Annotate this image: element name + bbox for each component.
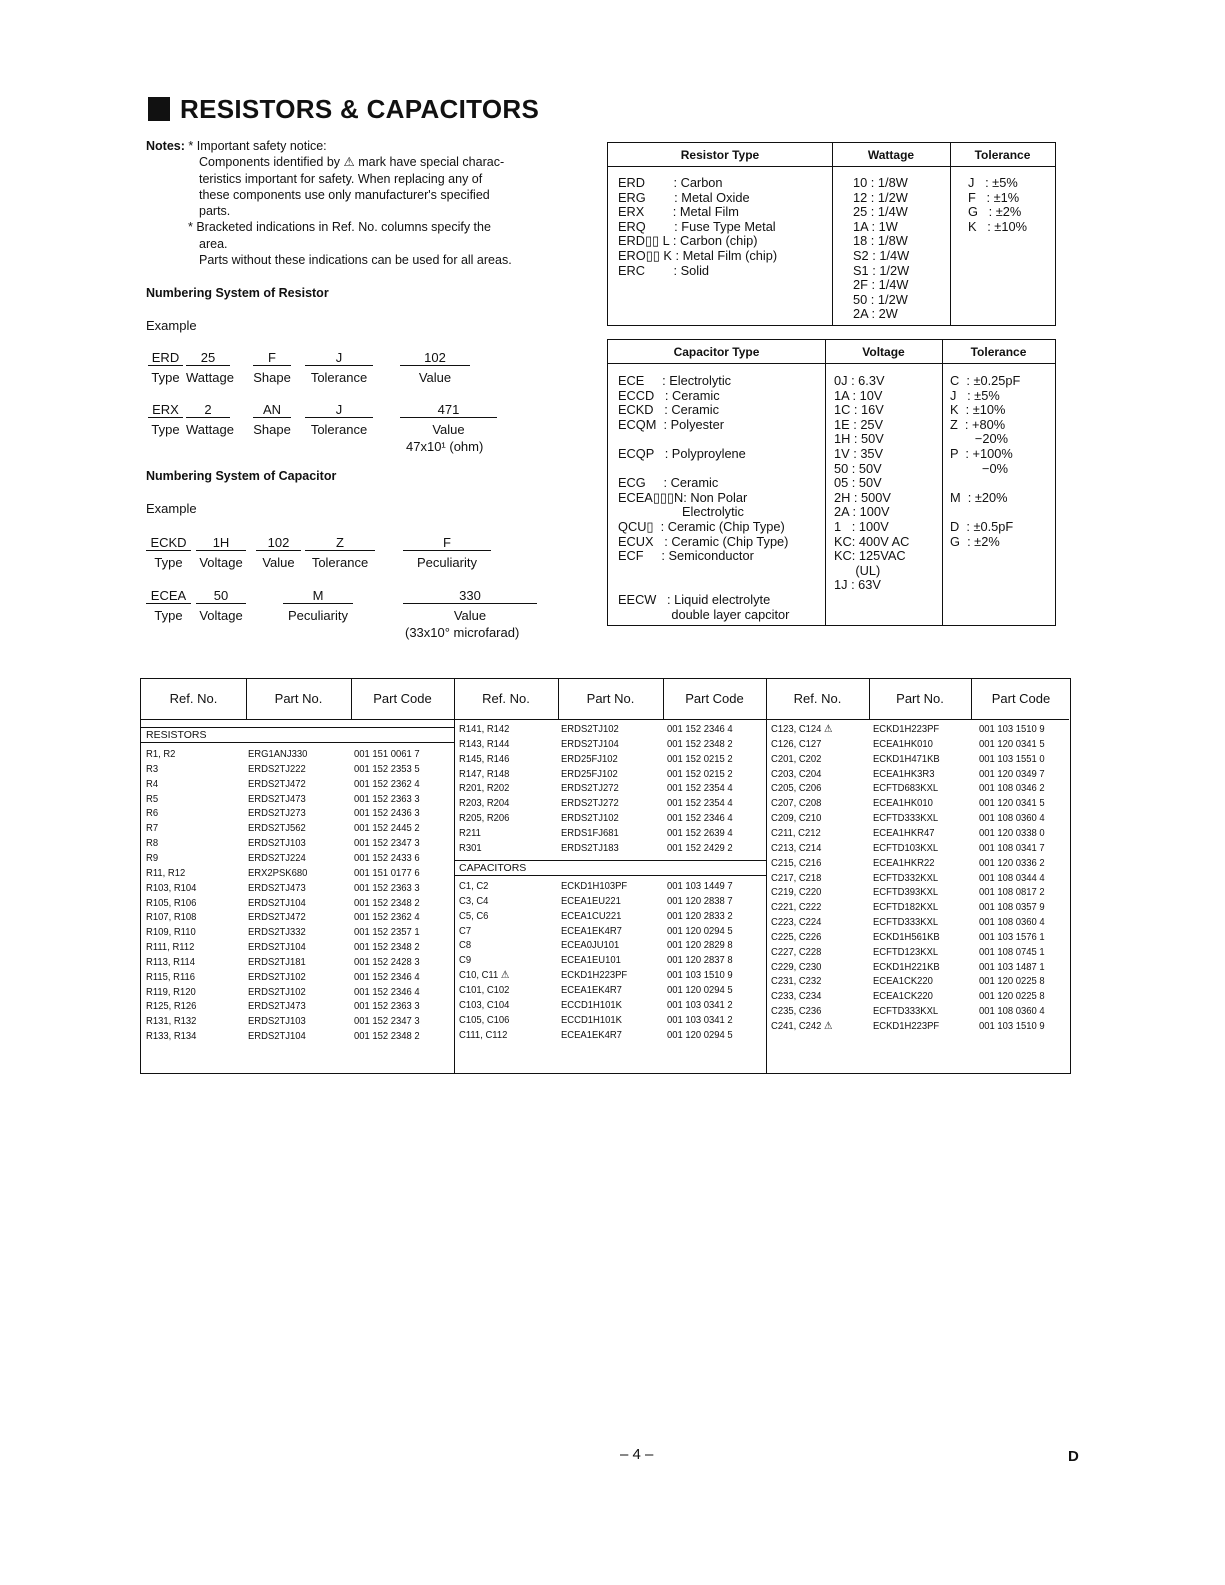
ref-no: R1, R2 <box>146 748 176 760</box>
resistor-tolerances: J : ±5% F : ±1% G : ±2% K : ±10% <box>968 175 1027 234</box>
part-no: ECFTD333KXL <box>873 916 939 928</box>
ref-no: C105, C106 <box>459 1013 510 1026</box>
ref-no: C111, C112 <box>459 1028 508 1041</box>
column-divider <box>558 679 559 719</box>
part-code: 001 103 1487 1 <box>979 960 1045 973</box>
part-no: ECKD1H561KB <box>873 930 940 943</box>
parts-table <box>140 678 1071 1074</box>
example-code: Z <box>305 535 375 551</box>
ref-no: R119, R120 <box>146 985 196 998</box>
ref-no: R5 <box>146 792 159 805</box>
example-label: Shape <box>253 422 291 437</box>
part-code: 001 152 2348 2 <box>354 1030 420 1043</box>
part-no: ERDS2TJ472 <box>248 777 306 790</box>
part-code: 001 120 0338 0 <box>979 826 1045 839</box>
part-code: 001 103 0341 2 <box>667 998 733 1011</box>
ref-no: R7 <box>146 822 159 835</box>
part-code: 001 152 2429 2 <box>667 841 733 854</box>
part-code: 001 120 0294 5 <box>667 924 733 937</box>
part-code: 001 120 0294 5 <box>667 1028 733 1041</box>
ref-no: C219, C220 <box>771 886 822 899</box>
part-code: 001 151 0177 6 <box>354 866 420 879</box>
part-no: ERG1ANJ330 <box>248 748 308 760</box>
header-resistor-type: Resistor Type <box>608 143 832 167</box>
part-no: ECFTD123KXL <box>873 945 939 958</box>
ref-no: C221, C222 <box>771 901 822 914</box>
part-no: ECEA1CK220 <box>873 990 933 1003</box>
example-label: Example <box>146 501 197 516</box>
ref-no: R125, R126 <box>146 1000 197 1013</box>
header-capacitor-type: Capacitor Type <box>608 340 825 364</box>
ref-no: R107, R108 <box>146 911 197 924</box>
ref-no: C10, C11 ⚠ <box>459 969 510 982</box>
capacitor-voltages: 0J : 6.3V 1A : 10V 1C : 16V 1E : 25V 1H : 50V 1V : 35V 50 : 50V 05 : 50V 2H : 500V 2A : 100V 1 : 100V KC: 400V AC KC: 125VAC (UL) 1J : 63V <box>834 373 910 593</box>
ref-no: C225, C226 <box>771 930 822 943</box>
part-code: 001 120 0225 8 <box>979 990 1045 1003</box>
ref-no: R4 <box>146 777 159 790</box>
header-tolerance: Tolerance <box>950 143 1055 167</box>
part-code: 001 152 2363 3 <box>354 792 420 805</box>
part-no: ERDS1FJ681 <box>561 826 619 839</box>
ref-no: C203, C204 <box>771 767 822 780</box>
part-code: 001 120 0336 2 <box>979 856 1045 869</box>
notes-line: parts. <box>199 204 231 219</box>
ref-no: R109, R110 <box>146 926 196 939</box>
part-no: ERDS2TJ104 <box>561 737 619 750</box>
ref-no: C229, C230 <box>771 960 822 973</box>
ref-no: R113, R114 <box>146 955 196 968</box>
column-header-part-no: Part No. <box>896 691 944 706</box>
part-code: 001 151 0061 7 <box>354 748 420 760</box>
ref-no: R11, R12 <box>146 866 186 879</box>
part-no: ECKD1H103PF <box>561 880 628 892</box>
part-code: 001 152 2346 4 <box>667 812 733 825</box>
ref-no: R105, R106 <box>146 896 197 909</box>
notes-line: area. <box>199 236 228 251</box>
ref-no: C205, C206 <box>771 782 822 795</box>
column-divider <box>869 679 870 719</box>
part-no: ERDS2TJ183 <box>561 841 619 854</box>
part-no: ERDS2TJ222 <box>248 762 306 775</box>
ref-no: C1, C2 <box>459 880 489 892</box>
part-no: ERDS2TJ224 <box>248 851 306 864</box>
ref-no: R131, R132 <box>146 1015 197 1028</box>
part-no: ECEA0JU101 <box>561 939 620 952</box>
part-code: 001 152 2362 4 <box>354 777 420 790</box>
capacitor-numbering-heading: Numbering System of Capacitor <box>146 469 337 483</box>
part-no: ECKD1H223PF <box>561 969 628 982</box>
part-code: 001 103 0341 2 <box>667 1013 733 1026</box>
example-label: Tolerance <box>311 555 369 570</box>
part-no: ERDS2TJ102 <box>248 985 306 998</box>
part-no: ECCD1H101K <box>561 1013 622 1026</box>
part-code: 001 120 2829 8 <box>667 939 733 952</box>
part-no: ECEA1EU221 <box>561 894 621 907</box>
section-resistors: RESISTORS <box>141 727 454 743</box>
part-code: 001 152 2348 2 <box>354 896 420 909</box>
part-no: ECCD1H101K <box>561 998 622 1011</box>
part-code: 001 120 2838 7 <box>667 894 733 907</box>
example-code: ECEA <box>146 588 191 604</box>
part-no: ECFTD182KXL <box>873 901 939 914</box>
part-code: 001 152 0215 2 <box>667 767 733 780</box>
example-label: Value <box>453 608 487 623</box>
part-code: 001 152 2346 4 <box>354 985 420 998</box>
part-no: ECFTD332KXL <box>873 871 939 884</box>
column-header-part-no: Part No. <box>274 691 323 706</box>
part-code: 001 152 2354 4 <box>667 797 733 810</box>
header-voltage: Voltage <box>825 340 942 364</box>
notes-line: these components use only manufacturer's specified <box>199 187 490 202</box>
example-label: Type <box>151 370 180 385</box>
part-no: ECEA1EK4R7 <box>561 924 622 937</box>
part-no: ECKD1H223PF <box>873 723 940 735</box>
part-no: ERDS2TJ181 <box>248 955 306 968</box>
ref-no: C7 <box>459 924 472 937</box>
column-header-part-no: Part No. <box>586 691 635 706</box>
notes-line: teristics important for safety. When replacing any of <box>199 171 483 186</box>
part-code: 001 103 1551 0 <box>979 752 1045 765</box>
column-header-ref-no: Ref. No. <box>793 691 842 706</box>
part-no: ERDS2TJ104 <box>248 1030 306 1043</box>
part-code: 001 103 1576 1 <box>979 930 1045 943</box>
part-code: 001 120 0341 5 <box>979 797 1045 810</box>
part-code: 001 152 2363 3 <box>354 1000 420 1013</box>
capacitor-type-table <box>607 339 1056 626</box>
ref-no: C207, C208 <box>771 797 822 810</box>
ref-no: C201, C202 <box>771 752 822 765</box>
ref-no: C3, C4 <box>459 894 489 907</box>
title-text: RESISTORS & CAPACITORS <box>180 94 540 124</box>
part-code: 001 108 0344 4 <box>979 871 1045 884</box>
ref-no: R205, R206 <box>459 812 510 825</box>
example-label: Shape <box>253 370 291 385</box>
example-code: 330 <box>403 588 537 604</box>
example-code: 1H <box>196 535 246 551</box>
column-divider <box>663 679 664 719</box>
header-wattage: Wattage <box>832 143 950 167</box>
notes <box>146 138 512 268</box>
ref-no: C9 <box>459 954 472 967</box>
example-note: 47x10¹ (ohm) <box>406 439 484 454</box>
part-no: ECEA1CU221 <box>561 909 622 922</box>
part-code: 001 103 1510 9 <box>667 969 733 982</box>
part-code: 001 152 2348 2 <box>354 941 420 953</box>
section-capacitors: CAPACITORS <box>454 860 766 876</box>
part-code: 001 152 2436 3 <box>354 807 420 820</box>
header-divider <box>141 719 1069 720</box>
example-label: Example <box>146 318 197 333</box>
column-header-ref-no: Ref. No. <box>482 691 530 706</box>
page-mark: D <box>1068 1448 1079 1465</box>
example-label: Wattage <box>186 370 234 385</box>
example-code: ERD <box>148 350 183 366</box>
part-no: ECEA1HK3R3 <box>873 767 935 780</box>
example-code: 471 <box>400 402 497 418</box>
part-code: 001 108 0341 7 <box>979 841 1045 854</box>
part-no: ERDS2TJ472 <box>248 911 306 924</box>
ref-no: C126, C127 <box>771 737 822 750</box>
ref-no: R147, R148 <box>459 767 510 780</box>
part-code: 001 152 2357 1 <box>354 926 420 939</box>
example-label: Voltage <box>199 608 243 623</box>
ref-no: C209, C210 <box>771 812 822 825</box>
part-code: 001 152 2362 4 <box>354 911 420 924</box>
example-label: Peculiarity <box>288 608 348 623</box>
notes-label: Notes: <box>146 139 185 153</box>
column-divider <box>454 679 455 1073</box>
resistor-type-table <box>607 142 1056 326</box>
part-no: ECEA1CK220 <box>873 975 933 988</box>
example-code: 2 <box>186 402 230 418</box>
example-code: J <box>305 402 373 418</box>
ref-no: R201, R202 <box>459 782 510 795</box>
part-code: 001 152 2428 3 <box>354 955 420 968</box>
ref-no: R203, R204 <box>459 797 510 810</box>
ref-no: R141, R142 <box>459 723 510 735</box>
part-no: ERDS2TJ562 <box>248 822 306 835</box>
column-divider <box>766 679 767 1073</box>
ref-no: R115, R116 <box>146 970 196 983</box>
example-code: F <box>403 535 491 551</box>
part-code: 001 152 2348 2 <box>667 737 733 750</box>
part-code: 001 108 0817 2 <box>979 886 1045 899</box>
bullet-square-icon <box>148 97 170 121</box>
example-code: 102 <box>400 350 470 366</box>
part-no: ERD25FJ102 <box>561 767 618 780</box>
part-code: 001 120 0341 5 <box>979 737 1045 750</box>
part-no: ECEA1EK4R7 <box>561 983 622 996</box>
example-label: Voltage <box>199 555 243 570</box>
part-code: 001 152 2639 4 <box>667 826 733 839</box>
column-header-ref-no: Ref. No. <box>169 691 218 706</box>
part-no: ECKD1H223PF <box>873 1020 940 1032</box>
part-no: ECEA1EU101 <box>561 954 621 967</box>
part-no: ERDS2TJ332 <box>248 926 306 939</box>
notes-line: * Important safety notice: <box>188 139 327 153</box>
part-no: ERDS2TJ273 <box>248 807 306 820</box>
ref-no: R211 <box>459 826 481 839</box>
example-code: M <box>283 588 353 604</box>
ref-no: C227, C228 <box>771 945 822 958</box>
part-code: 001 120 2833 2 <box>667 909 733 922</box>
example-code: AN <box>253 402 291 418</box>
part-code: 001 120 0294 5 <box>667 983 733 996</box>
example-code: 50 <box>196 588 246 604</box>
part-no: ECEA1HKR47 <box>873 826 935 839</box>
example-label: Type <box>151 422 180 437</box>
ref-no: C5, C6 <box>459 909 489 922</box>
example-note: (33x10° microfarad) <box>405 625 520 640</box>
ref-no: R8 <box>146 837 159 850</box>
ref-no: R133, R134 <box>146 1030 197 1043</box>
ref-no: C241, C242 ⚠ <box>771 1020 833 1032</box>
ref-no: R143, R144 <box>459 737 510 750</box>
example-label: Value <box>432 422 465 437</box>
part-no: ERDS2TJ272 <box>561 782 619 795</box>
part-code: 001 120 0349 7 <box>979 767 1045 780</box>
part-no: ERDS2TJ473 <box>248 1000 306 1013</box>
ref-no: R145, R146 <box>459 752 510 765</box>
part-no: ECFTD683KXL <box>873 782 939 795</box>
example-label: Type <box>154 608 183 623</box>
part-no: ERDS2TJ473 <box>248 792 306 805</box>
part-code: 001 152 2363 3 <box>354 881 420 894</box>
part-no: ECKD1H471KB <box>873 752 940 765</box>
ref-no: R111, R112 <box>146 941 195 953</box>
ref-no: C8 <box>459 939 472 952</box>
part-no: ECKD1H221KB <box>873 960 940 973</box>
part-code: 001 103 1510 9 <box>979 723 1045 735</box>
ref-no: C211, C212 <box>771 826 821 839</box>
page-title <box>148 94 539 125</box>
part-code: 001 152 2346 4 <box>667 723 733 735</box>
ref-no: R9 <box>146 851 159 864</box>
column-header-part-code: Part Code <box>685 691 744 706</box>
column-divider <box>351 679 352 719</box>
part-code: 001 120 0225 8 <box>979 975 1045 988</box>
part-code: 001 152 2347 3 <box>354 837 420 850</box>
example-label: Wattage <box>186 422 234 437</box>
part-code: 001 103 1449 7 <box>667 880 733 892</box>
example-label: Tolerance <box>310 422 368 437</box>
example-code: J <box>305 350 373 366</box>
part-no: ECFTD333KXL <box>873 812 939 825</box>
column-divider <box>971 679 972 719</box>
part-no: ECEA1HK010 <box>873 737 933 750</box>
ref-no: C223, C224 <box>771 916 822 928</box>
part-code: 001 152 0215 2 <box>667 752 733 765</box>
column-divider <box>246 679 247 719</box>
part-code: 001 108 0360 4 <box>979 916 1045 928</box>
part-no: ERDS2TJ103 <box>248 837 306 850</box>
part-no: ERDS2TJ102 <box>561 723 619 735</box>
part-code: 001 152 2347 3 <box>354 1015 420 1028</box>
ref-no: C101, C102 <box>459 983 510 996</box>
part-code: 001 152 2433 6 <box>354 851 420 864</box>
notes-line: Parts without these indications can be used for all areas. <box>199 253 512 268</box>
part-no: ECEA1HK010 <box>873 797 933 810</box>
resistor-types: ERD : Carbon ERG : Metal Oxide ERX : Metal Film ERQ : Fuse Type Metal ERD▯▯ L : Carbon (chip) ERO▯▯ K : Metal Film (chip) ERC : Solid <box>618 175 778 278</box>
example-label: Type <box>154 555 183 570</box>
example-code: 102 <box>256 535 301 551</box>
part-code: 001 108 0346 2 <box>979 782 1045 795</box>
part-code: 001 108 0360 4 <box>979 812 1045 825</box>
capacitor-types: ECE : Electrolytic ECCD : Ceramic ECKD : Ceramic ECQM : Polyester ECQP : Polyproylene ECG : Ceramic ECEA▯▯▯N: Non Polar Electrolytic QCU▯ : Ceramic (Chip Type) ECUX : Ceramic (Chip Type) ECF : Semiconductor EECW : Liquid electrolyte double layer capcitor <box>618 373 790 622</box>
ref-no: C235, C236 <box>771 1005 822 1018</box>
part-no: ECFTD333KXL <box>873 1005 939 1018</box>
resistor-wattages: 10 : 1/8W 12 : 1/2W 25 : 1/4W 1A : 1W 18 : 1/8W S2 : 1/4W S1 : 1/2W 2F : 1/4W 50 : 1/2W 2A : 2W <box>853 175 910 322</box>
example-code: 25 <box>186 350 230 366</box>
example-label: Peculiarity <box>417 555 477 570</box>
part-no: ERDS2TJ104 <box>248 941 306 953</box>
part-no: ECEA1EK4R7 <box>561 1028 622 1041</box>
capacitor-tolerances: C : ±0.25pF J : ±5% K : ±10% Z : +80% −20% P : +100% −0% M : ±20% D : ±0.5pF G : ±2% <box>950 373 1021 549</box>
part-no: ERDS2TJ102 <box>248 970 306 983</box>
ref-no: C215, C216 <box>771 856 822 869</box>
example-code: F <box>253 350 291 366</box>
ref-no: R6 <box>146 807 159 820</box>
example-label: Tolerance <box>310 370 368 385</box>
part-code: 001 108 0360 4 <box>979 1005 1045 1018</box>
part-code: 001 152 2346 4 <box>354 970 420 983</box>
example-label: Value <box>262 555 295 570</box>
part-no: ERX2PSK680 <box>248 866 308 879</box>
part-no: ECFTD393KXL <box>873 886 939 899</box>
ref-no: C123, C124 ⚠ <box>771 723 833 735</box>
notes-line: Components identified by ⚠ mark have special charac- <box>199 155 505 170</box>
ref-no: R103, R104 <box>146 881 197 894</box>
example-code: ECKD <box>146 535 191 551</box>
part-no: ERDS2TJ272 <box>561 797 619 810</box>
part-no: ECEA1HKR22 <box>873 856 935 869</box>
part-no: ERDS2TJ102 <box>561 812 619 825</box>
example-code: ERX <box>148 402 183 418</box>
column-header-part-code: Part Code <box>991 691 1051 706</box>
part-code: 001 152 2354 4 <box>667 782 733 795</box>
ref-no: C213, C214 <box>771 841 822 854</box>
notes-line: * Bracketed indications in Ref. No. columns specify the <box>188 220 491 235</box>
part-code: 001 152 2445 2 <box>354 822 420 835</box>
part-code: 001 108 0745 1 <box>979 945 1045 958</box>
column-header-part-code: Part Code <box>373 691 432 706</box>
part-no: ECFTD103KXL <box>873 841 939 854</box>
header-tolerance: Tolerance <box>942 340 1055 364</box>
example-label: Value <box>418 370 452 385</box>
part-no: ERDS2TJ473 <box>248 881 306 894</box>
ref-no: R3 <box>146 762 159 775</box>
ref-no: C233, C234 <box>771 990 822 1003</box>
part-code: 001 120 2837 8 <box>667 954 733 967</box>
ref-no: C231, C232 <box>771 975 822 988</box>
part-no: ERDS2TJ103 <box>248 1015 306 1028</box>
resistor-numbering-heading: Numbering System of Resistor <box>146 286 329 300</box>
part-code: 001 103 1510 9 <box>979 1020 1045 1032</box>
ref-no: C217, C218 <box>771 871 822 884</box>
part-code: 001 152 2353 5 <box>354 762 420 775</box>
ref-no: R301 <box>459 841 482 854</box>
ref-no: C103, C104 <box>459 998 510 1011</box>
page-number: – 4 – <box>620 1446 654 1463</box>
part-no: ERD25FJ102 <box>561 752 618 765</box>
part-code: 001 108 0357 9 <box>979 901 1045 914</box>
part-no: ERDS2TJ104 <box>248 896 306 909</box>
